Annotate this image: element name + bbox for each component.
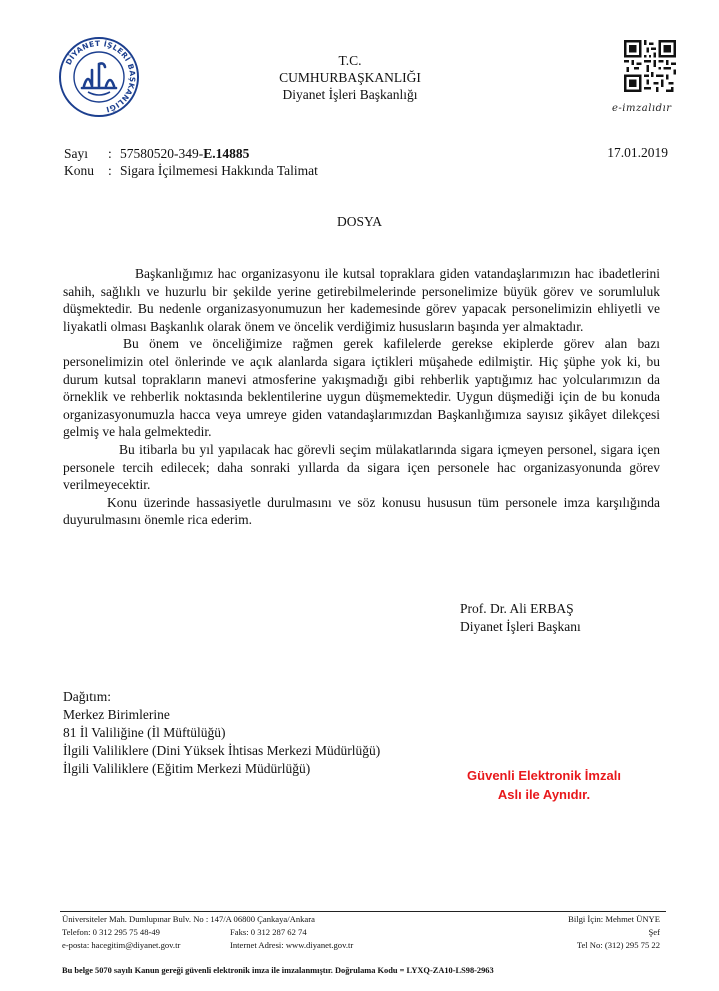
signer-title: Diyanet İşleri Başkanı: [460, 619, 581, 634]
secure-signature-stamp: [444, 766, 644, 804]
header-presidency: CUMHURBAŞKANLIĞI: [279, 70, 421, 85]
sayi-value: 57580520-349-: [120, 146, 204, 161]
footer-web[interactable]: Internet Adresi: www.diyanet.gov.tr: [230, 940, 354, 950]
document-date: 17.01.2019: [607, 145, 668, 160]
legal-verification-note: Bu belge 5070 sayılı Kanun gereği güvenli elektronik imza ile imzalanmıştır. Doğrulama Kodu = LYXQ-ZA10-LS98-2963: [62, 966, 494, 975]
footer-phone: Telefon: 0 312 295 75 48-49: [62, 927, 160, 937]
body-paragraph-4: Konu üzerinde hassasiyetle durulmasını ve söz konusu hususun tüm personele imza karşılığında duyurulmasını önemle rica ederim.: [63, 494, 660, 528]
sayi-row: [64, 145, 318, 162]
letterhead: [240, 52, 460, 103]
konu-label: Konu: [64, 163, 94, 178]
signer-name: Prof. Dr. Ali ERBAŞ: [460, 601, 574, 616]
qr-code: [624, 40, 676, 92]
konu-value: Sigara İçilmemesi Hakkında Talimat: [120, 163, 318, 178]
footer-address: Üniversiteler Mah. Dumlupınar Bulv. No : 147/A 06800 Çankaya/Ankara: [62, 914, 315, 924]
footer-email[interactable]: e-posta: hacegitim@diyanet.gov.tr: [62, 940, 181, 950]
sayi-value-code: E.14885: [203, 146, 250, 161]
footer-contact-secondary: [230, 913, 353, 952]
konu-row: [64, 162, 318, 179]
footer-info-tel: Tel No: (312) 295 75 22: [576, 940, 660, 950]
sayi-label: Sayı: [64, 146, 89, 161]
body-paragraph-1: Başkanlığımız hac organizasyonu ile kutsal topraklara giden vatandaşlarımızın hac ibadetlerini sahih, sağlıklı ve huzurlu bir şekilde yerine getirebilmelerinde personelimize büyük görev ve sorumluluk düşmektedir. Bu nedenle organizasyonumuzun her kademesinde görev yapacak personelimizin ehliyetli ve liyakatli olması Başkanlık olarak önem ve öncelik verdiğimiz hususların başında yer almaktadır.: [63, 266, 660, 334]
recipient: DOSYA: [336, 214, 382, 229]
footer-fax: Faks: 0 312 287 62 74: [230, 927, 307, 937]
footer-info-title: Şef: [648, 927, 660, 937]
distribution-item: İlgili Valiliklere (Dini Yüksek İhtisas Merkezi Müdürlüğü): [63, 743, 381, 758]
header-tc: T.C.: [338, 53, 362, 68]
footer-info: [568, 913, 660, 952]
distribution-item: Merkez Birimlerine: [63, 707, 170, 722]
document-meta: [64, 145, 318, 179]
header-institution: Diyanet İşleri Başkanlığı: [282, 87, 418, 102]
body-paragraph-3: Bu itibarla bu yıl yapılacak hac görevli seçim mülakatlarında sigara içmeyen personel, sigara içen personele tercih edilecek; daha sonraki yıllarda da sigara içen personele hac organizasyonunda görev verilmeyecektir.: [63, 441, 660, 493]
footer-info-person: Bilgi İçin: Mehmet ÜNYE: [568, 914, 660, 924]
letter-body: [63, 265, 660, 529]
body-paragraph-2: Bu önem ve önceliğimize rağmen gerek kafilelerde gerekse ekiplerde görev alan bazı personelimizin otel önlerinde ve açık alanlarda sigara içtikleri müşahede edilmiştir. Hiç şüphe yok ki, bu durum kutsal toprakların manevi atmosferine yakışmadığı gibi rehberlik yaptığımız hac yolcularımızın da örneklik ve rehberlik noktasında beklentilerine uygun düşmemektedir. Uygun düşmediği için de bu konuda organizasyonumuzla hacca veya umreye giden vatandaşlarımızdan Başkanlığımıza sayısız şikâyet dilekçesi gelmiş ve hala gelmektedir.: [63, 336, 660, 440]
footer-divider: [60, 911, 666, 912]
distribution-item: 81 İl Valiliğine (İl Müftülüğü): [63, 725, 226, 740]
konu-colon: :: [108, 163, 112, 178]
signature-block: [460, 600, 581, 636]
diyanet-logo: [58, 36, 140, 118]
distribution-item: İlgili Valiliklere (Eğitim Merkezi Müdürlüğü): [63, 761, 311, 776]
sayi-colon: :: [108, 146, 112, 161]
stamp-line-1: Güvenli Elektronik İmzalı: [467, 768, 621, 783]
stamp-line-2: Aslı ile Aynıdır.: [497, 787, 591, 802]
distribution-heading: Dağıtım:: [63, 689, 111, 704]
e-signature-label: e-imzalıdır: [612, 103, 672, 114]
logo-ring-text: DİYANET İŞLERİ BAŞKANLIĞI: [63, 38, 138, 115]
distribution-list: [63, 688, 380, 778]
